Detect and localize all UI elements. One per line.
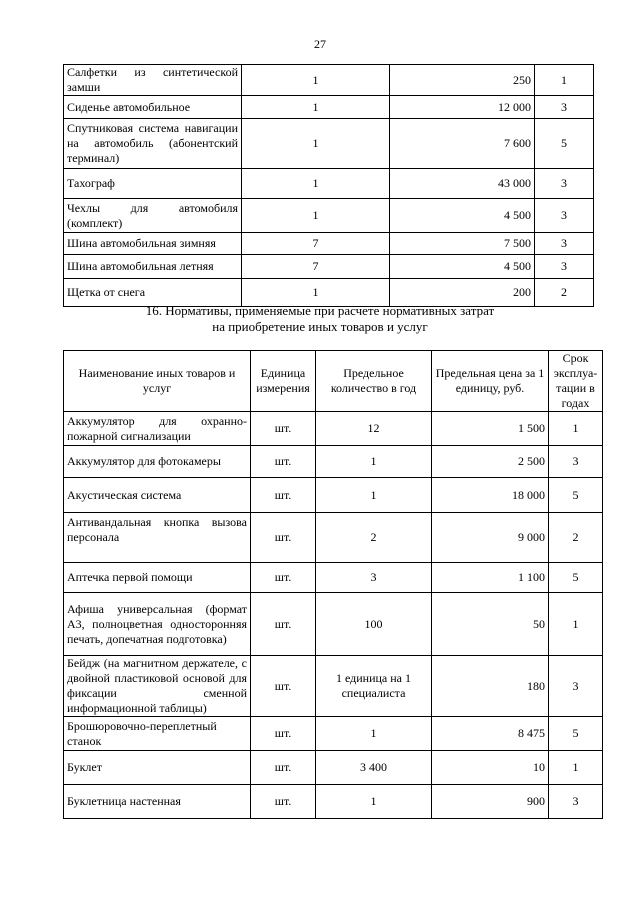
item-term: 3 bbox=[549, 656, 603, 717]
item-qty: 7 bbox=[242, 233, 390, 255]
item-unit: шт. bbox=[251, 478, 316, 513]
item-qty: 3 bbox=[316, 563, 432, 593]
item-qty: 1 bbox=[316, 717, 432, 751]
item-term: 2 bbox=[535, 279, 594, 307]
table-row bbox=[64, 513, 603, 563]
item-qty: 100 bbox=[316, 593, 432, 656]
item-term: 3 bbox=[549, 785, 603, 819]
item-price: 12 000 bbox=[390, 96, 535, 119]
item-name: Афиша универсальная (формат А3, полноцветная односторонняя печать, допечатная подготовка) bbox=[64, 593, 251, 656]
item-term: 1 bbox=[535, 65, 594, 96]
item-name: Аптечка первой помощи bbox=[64, 563, 251, 593]
table-row bbox=[64, 656, 603, 717]
item-price: 9 000 bbox=[432, 513, 549, 563]
item-name: Брошюровочно-переплетный станок bbox=[64, 717, 251, 751]
item-qty: 1 bbox=[242, 199, 390, 233]
item-price: 7 500 bbox=[390, 233, 535, 255]
table-row bbox=[64, 412, 603, 446]
item-unit: шт. bbox=[251, 513, 316, 563]
item-unit: шт. bbox=[251, 656, 316, 717]
header-price: Предельная цена за 1 единицу, руб. bbox=[432, 351, 549, 412]
section-heading bbox=[0, 303, 640, 335]
item-term: 2 bbox=[549, 513, 603, 563]
item-name: Буклетница настенная bbox=[64, 785, 251, 819]
item-name: Щетка от снега bbox=[64, 279, 242, 307]
item-qty: 1 bbox=[242, 65, 390, 96]
item-price: 900 bbox=[432, 785, 549, 819]
item-price: 7 600 bbox=[390, 119, 535, 169]
item-term: 1 bbox=[549, 412, 603, 446]
item-price: 200 bbox=[390, 279, 535, 307]
table-row bbox=[64, 478, 603, 513]
item-unit: шт. bbox=[251, 446, 316, 478]
item-price: 18 000 bbox=[432, 478, 549, 513]
item-term: 3 bbox=[535, 233, 594, 255]
table-row bbox=[64, 446, 603, 478]
item-name: Салфетки из синтетической замши bbox=[64, 65, 242, 96]
table-row bbox=[64, 199, 594, 233]
table-row bbox=[64, 593, 603, 656]
item-term: 5 bbox=[549, 717, 603, 751]
item-price: 4 500 bbox=[390, 255, 535, 279]
table-row bbox=[64, 233, 594, 255]
page-number: 27 bbox=[314, 37, 326, 51]
item-name: Шина автомобильная летняя bbox=[64, 255, 242, 279]
item-name: Чехлы для автомобиля (комплект) bbox=[64, 199, 242, 233]
item-price: 250 bbox=[390, 65, 535, 96]
header-term: Срок эксплуа-тации в годах bbox=[549, 351, 603, 412]
section-heading-line2: на приобретение иных товаров и услуг bbox=[212, 319, 428, 334]
item-name: Тахограф bbox=[64, 169, 242, 199]
table-row bbox=[64, 751, 603, 785]
item-unit: шт. bbox=[251, 593, 316, 656]
item-term: 1 bbox=[549, 751, 603, 785]
item-qty: 1 bbox=[316, 446, 432, 478]
item-price: 50 bbox=[432, 593, 549, 656]
item-qty: 7 bbox=[242, 255, 390, 279]
bottom-table bbox=[63, 350, 603, 819]
item-price: 1 500 bbox=[432, 412, 549, 446]
item-price: 1 100 bbox=[432, 563, 549, 593]
table-row bbox=[64, 169, 594, 199]
item-qty: 12 bbox=[316, 412, 432, 446]
item-name: Бейдж (на магнитном держателе, с двойной пластиковой основой для фиксации сменной информационной таблицы) bbox=[64, 656, 251, 717]
item-term: 5 bbox=[535, 119, 594, 169]
item-unit: шт. bbox=[251, 563, 316, 593]
table-row bbox=[64, 563, 603, 593]
table-row bbox=[64, 119, 594, 169]
item-unit: шт. bbox=[251, 785, 316, 819]
table-row bbox=[64, 65, 594, 96]
item-name: Аккумулятор для охранно-пожарной сигнализации bbox=[64, 412, 251, 446]
header-unit: Единица измерения bbox=[251, 351, 316, 412]
item-price: 43 000 bbox=[390, 169, 535, 199]
item-qty: 1 bbox=[242, 169, 390, 199]
item-name: Антивандальная кнопка вызова персонала bbox=[64, 513, 251, 563]
item-price: 2 500 bbox=[432, 446, 549, 478]
item-qty: 1 bbox=[242, 279, 390, 307]
table-header-row bbox=[64, 351, 603, 412]
top-table bbox=[63, 64, 594, 307]
header-qty: Предельное количество в год bbox=[316, 351, 432, 412]
item-qty: 2 bbox=[316, 513, 432, 563]
item-qty: 1 единица на 1 специалиста bbox=[316, 656, 432, 717]
item-unit: шт. bbox=[251, 717, 316, 751]
item-name: Сиденье автомобильное bbox=[64, 96, 242, 119]
item-qty: 1 bbox=[242, 119, 390, 169]
item-term: 5 bbox=[549, 478, 603, 513]
item-term: 3 bbox=[549, 446, 603, 478]
item-name: Аккумулятор для фотокамеры bbox=[64, 446, 251, 478]
item-qty: 1 bbox=[316, 478, 432, 513]
item-qty: 1 bbox=[242, 96, 390, 119]
item-unit: шт. bbox=[251, 412, 316, 446]
item-price: 8 475 bbox=[432, 717, 549, 751]
item-term: 1 bbox=[549, 593, 603, 656]
table-row bbox=[64, 785, 603, 819]
item-term: 3 bbox=[535, 169, 594, 199]
table-row bbox=[64, 96, 594, 119]
table-row bbox=[64, 717, 603, 751]
section-heading-line1: 16. Нормативы, применяемые при расчете нормативных затрат bbox=[145, 303, 495, 318]
item-name: Шина автомобильная зимняя bbox=[64, 233, 242, 255]
table-row bbox=[64, 255, 594, 279]
item-price: 180 bbox=[432, 656, 549, 717]
item-term: 3 bbox=[535, 199, 594, 233]
item-price: 4 500 bbox=[390, 199, 535, 233]
item-name: Спутниковая система навигации на автомобиль (абонентский терминал) bbox=[64, 119, 242, 169]
item-qty: 1 bbox=[316, 785, 432, 819]
item-term: 3 bbox=[535, 255, 594, 279]
item-term: 5 bbox=[549, 563, 603, 593]
item-name: Буклет bbox=[64, 751, 251, 785]
header-name: Наименование иных товаров и услуг bbox=[64, 351, 251, 412]
item-name: Акустическая система bbox=[64, 478, 251, 513]
item-qty: 3 400 bbox=[316, 751, 432, 785]
item-unit: шт. bbox=[251, 751, 316, 785]
item-term: 3 bbox=[535, 96, 594, 119]
item-price: 10 bbox=[432, 751, 549, 785]
